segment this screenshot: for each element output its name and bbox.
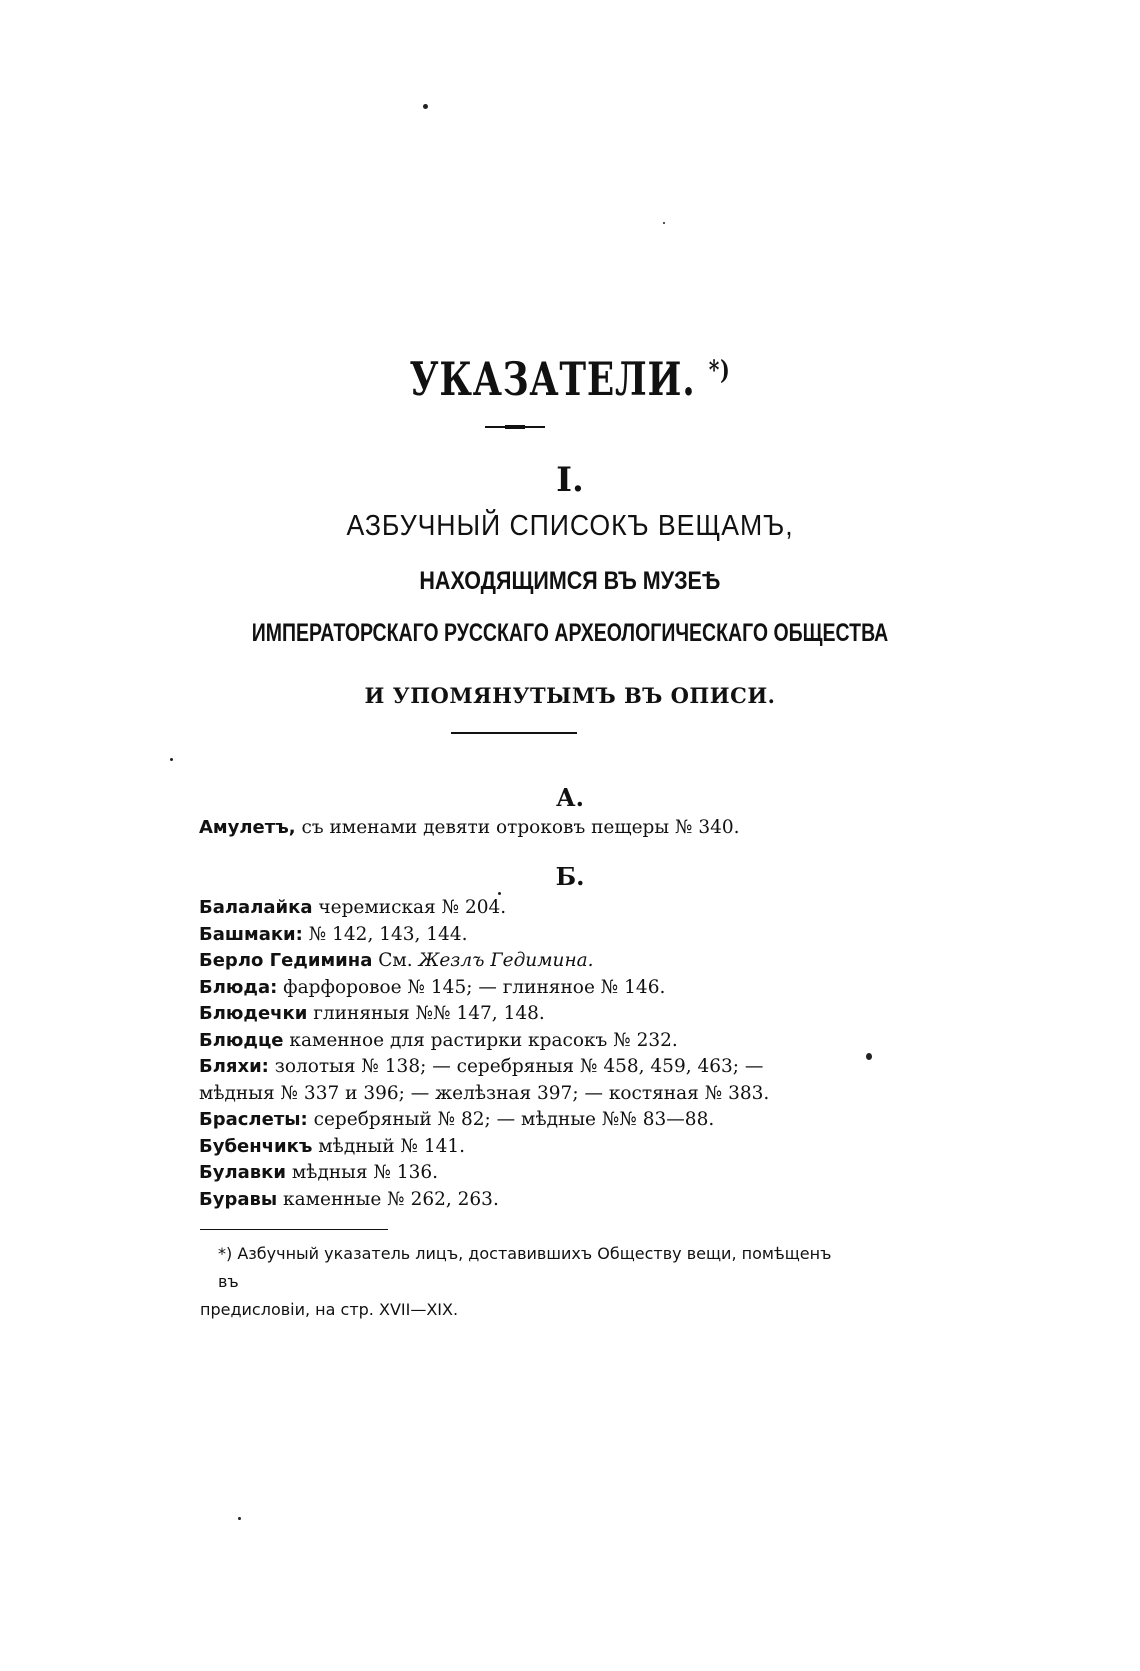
scan-speck (866, 1053, 872, 1060)
entry-headword: Блюдце (199, 1029, 284, 1051)
entry-reference: № 142, 143, 144. (302, 923, 468, 945)
scan-speck (423, 104, 428, 109)
index-entry (199, 1160, 839, 1187)
page-title (125, 352, 1014, 406)
footnote (200, 1240, 840, 1324)
title-footnote-mark: *) (708, 356, 731, 386)
title-divider (485, 426, 545, 428)
entry-headword: Бляхи: (199, 1056, 269, 1077)
entry-headword: Берло Гедимина (199, 950, 373, 971)
entries-list-b (199, 895, 839, 1213)
entry-reference: серебряный № 82; — мѣдные №№ 83—88. (307, 1109, 715, 1130)
entry-headword: Булавки (199, 1162, 287, 1183)
section-subheading-3: И УПОМЯНУТЫМЪ ВЪ ОПИСИ. (364, 683, 776, 708)
scan-speck (170, 758, 173, 761)
section-number: I. (556, 460, 584, 500)
letter-heading-b: Б. (555, 862, 585, 891)
entries-list-a (199, 815, 839, 842)
entry-headword: Блюда: (199, 976, 278, 998)
index-entry (199, 948, 839, 975)
index-entry (199, 815, 839, 842)
section-subheading-2: ИМПЕРАТОРСКАГО РУССКАГО АРХЕОЛОГИЧЕСКАГО ОБЩЕСТВА (251, 619, 889, 647)
index-entry (199, 1001, 839, 1028)
section-heading: АЗБУЧНЫЙ СПИСОКЪ ВЕЩАМЪ, (346, 510, 794, 542)
entry-reference: глиняныя №№ 147, 148. (307, 1003, 545, 1024)
entry-headword: Блюдечки (199, 1003, 308, 1024)
scan-speck (238, 1517, 241, 1520)
entry-reference: золотыя № 138; — серебряныя № 458, 459, 463; — мѣдныя № 337 и 396; — желѣзная 397; — костяная № 383. (199, 1056, 770, 1104)
footnote-line-1: *) Азбучный указатель лицъ, доставившихъ Обществу вещи, помѣщенъ въ (218, 1244, 832, 1291)
entry-headword: Амулетъ, (199, 817, 296, 838)
entry-reference: каменные № 262, 263. (277, 1188, 499, 1210)
footnote-divider (200, 1229, 388, 1230)
index-entry (199, 1187, 839, 1214)
section-subheading-1: НАХОДЯЩИМСЯ ВЪ МУЗЕѢ (419, 567, 721, 595)
entry-headword: Балалайка (199, 897, 313, 918)
entry-reference: фарфоровое № 145; — глиняное № 146. (277, 976, 666, 998)
entry-reference: черемиская № 204. (312, 897, 507, 918)
scan-speck (498, 892, 501, 895)
index-entry (199, 1028, 839, 1055)
index-entry (199, 922, 839, 949)
index-entry (199, 1134, 839, 1161)
entry-cross-reference: Жезлъ Гедимина. (418, 950, 594, 971)
entry-headword: Браслеты: (199, 1109, 308, 1130)
heading-divider (451, 732, 577, 734)
index-entry (199, 975, 839, 1002)
entry-headword: Буравы (199, 1188, 278, 1210)
footnote-line-2: предисловіи, на стр. XVII—XIX. (200, 1300, 459, 1319)
title-text: УКАЗАТЕЛИ. (409, 352, 696, 406)
letter-heading-a: А. (556, 783, 584, 812)
index-entry (199, 895, 839, 922)
entry-reference: мѣдный № 141. (312, 1135, 466, 1157)
entry-headword: Башмаки: (199, 923, 303, 945)
entry-reference: каменное для растирки красокъ № 232. (283, 1029, 678, 1051)
scan-speck (663, 222, 665, 224)
entry-reference: мѣдныя № 136. (286, 1162, 439, 1183)
entry-reference: См. (372, 950, 419, 971)
index-entry (199, 1054, 839, 1107)
entry-reference: съ именами девяти отроковъ пещеры № 340. (295, 817, 740, 838)
entry-headword: Бубенчикъ (199, 1135, 313, 1157)
index-entry (199, 1107, 839, 1134)
